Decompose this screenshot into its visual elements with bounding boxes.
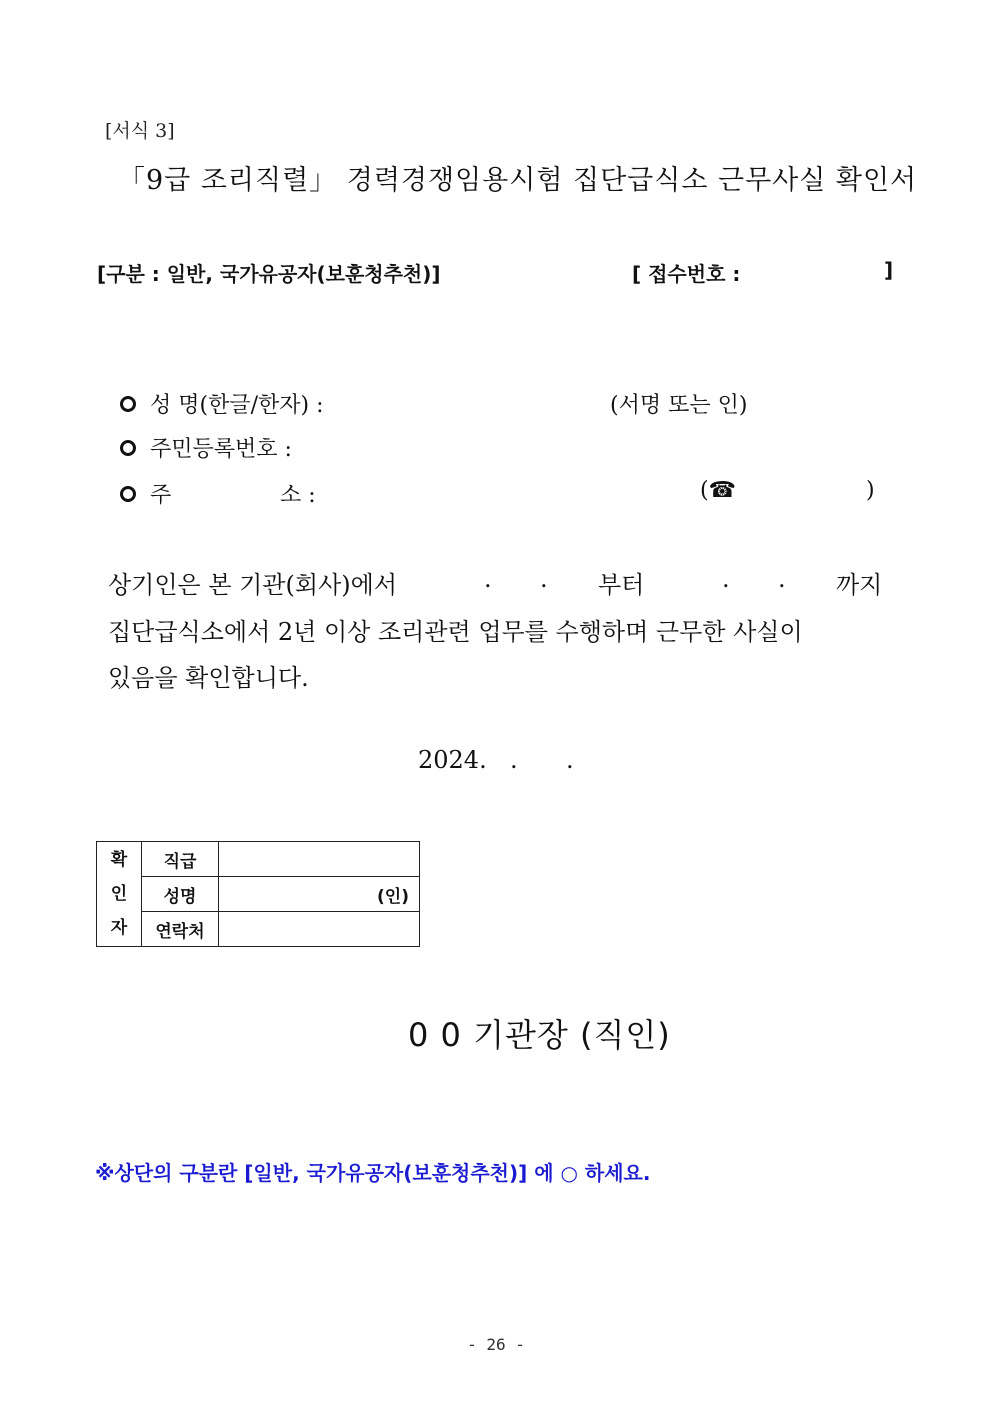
document-title: 「9급 조리직렬」 경력경쟁임용시험 집단급식소 근무사실 확인서 xyxy=(118,165,918,196)
name-label: 성 명(한글/한자) : xyxy=(150,393,324,418)
contact-value xyxy=(219,912,420,947)
from-label: 부터 xyxy=(598,571,645,599)
until-label: 까지 xyxy=(836,571,883,599)
rank-value xyxy=(219,842,420,877)
confirmer-char: 확 xyxy=(110,850,128,870)
signer-line: 0 0 기관장 (직인) xyxy=(408,1016,671,1054)
bullet-circle-icon xyxy=(120,440,136,456)
address-label-2: 소 : xyxy=(280,483,316,508)
notice-text: ※상단의 구분란 [일반, 국가유공자(보훈청추천)] 에 ○ 하세요. xyxy=(95,1161,651,1185)
date-dot: . xyxy=(778,565,786,593)
page-number: - 26 - xyxy=(467,1335,525,1354)
receipt-number-close: ] xyxy=(884,258,894,282)
confirmer-char: 인 xyxy=(110,884,128,904)
date-dot: . xyxy=(540,565,548,593)
name-label: 성명 xyxy=(142,877,219,912)
address-label-1: 주 xyxy=(150,483,172,508)
address-field xyxy=(120,478,171,509)
statement-line3: 있음을 확인합니다. xyxy=(108,664,309,692)
table-row xyxy=(97,912,420,947)
statement-line2: 집단급식소에서 2년 이상 조리관련 업무를 수행하며 근무한 사실이 xyxy=(108,618,803,646)
bullet-circle-icon xyxy=(120,396,136,412)
form-number: [서식 3] xyxy=(105,120,175,142)
rrn-label: 주민등록번호 : xyxy=(150,437,292,462)
name-field xyxy=(120,388,324,419)
phone-open: (☎ xyxy=(700,478,736,503)
rank-label: 직급 xyxy=(142,842,219,877)
date-dot: . xyxy=(566,746,574,774)
date-dot: . xyxy=(722,565,730,593)
confirmer-header xyxy=(97,842,142,947)
rrn-field xyxy=(120,432,292,463)
contact-label: 연락처 xyxy=(142,912,219,947)
name-value: (인) xyxy=(219,877,420,912)
table-row xyxy=(97,842,420,877)
confirmer-table xyxy=(96,841,420,947)
phone-close: ) xyxy=(866,478,875,503)
receipt-number-label: [ 접수번호 : xyxy=(632,262,741,286)
issue-date: 2024. xyxy=(418,746,487,774)
category-field: [구분 : 일반, 국가유공자(보훈청추천)] xyxy=(97,262,441,286)
date-dot: . xyxy=(484,565,492,593)
date-dot: . xyxy=(510,746,518,774)
confirmer-char: 자 xyxy=(110,918,128,938)
statement-line1: 상기인은 본 기관(회사)에서 xyxy=(108,571,398,599)
bullet-circle-icon xyxy=(120,486,136,502)
table-row xyxy=(97,877,420,912)
signature-hint: (서명 또는 인) xyxy=(610,393,748,418)
